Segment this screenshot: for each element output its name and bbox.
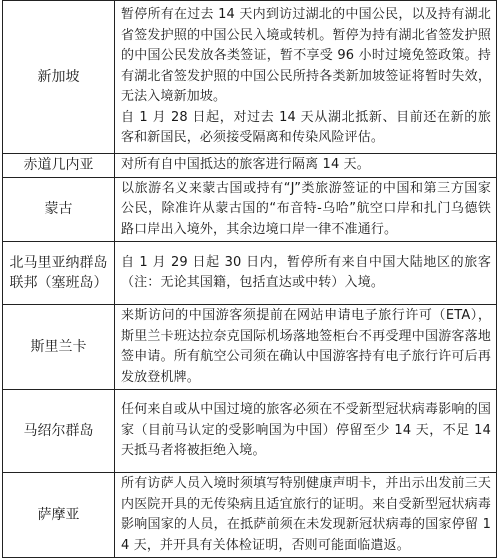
country-cell: 斯里兰卡 bbox=[3, 305, 115, 390]
table-row bbox=[3, 242, 497, 305]
policy-cell bbox=[115, 154, 497, 178]
policy-cell bbox=[115, 305, 497, 390]
policy-paragraph: 所有访萨人员入境时须填写特别健康声明卡，并出示出发前三天内医院开具的无传染病且适宜旅行的证明。来自受新型冠状病毒影响国家的人员，在抵萨前须在未发现新冠状病毒的国家停留 14 天，并开具有关体检证明，否则可能面临遣返。 bbox=[121, 476, 491, 553]
policy-paragraph: 来斯访问的中国游客须提前在网站申请电子旅行许可（ETA），斯里兰卡班达拉奈克国际机场落地签柜台不再受理中国游客落地签申请。所有航空公司须在确认中国游客持有电子旅行许可后再发放登机牌。 bbox=[121, 308, 491, 385]
country-cell: 萨摩亚 bbox=[3, 473, 115, 558]
country-cell: 蒙古 bbox=[3, 177, 115, 242]
policy-paragraph: 任何来自或从中国过境的旅客必须在不受新型冠状病毒影响的国家（目前马认定的受影响国为中国）停留至少 14 天，不足 14 天抵马者将被拒绝入境。 bbox=[121, 402, 491, 459]
policy-paragraph: 暂停所有在过去 14 天内到访过湖北的中国公民，以及持有湖北省签发护照的中国公民入境或转机。暂停为持有湖北省签发护照的中国公民发放各类签证，暂不享受 96 小时过境免签政策。持有湖北省签发护照的中国公民所持各类新加坡签证将暂时失效，无法入境新加坡。 bbox=[121, 7, 491, 105]
policy-paragraph: 对所有自中国抵达的旅客进行隔离 14 天。 bbox=[121, 157, 370, 172]
table-row bbox=[3, 473, 497, 558]
policy-paragraph: 自 1 月 28 日起，对过去 14 天从湖北抵新、目前还在新的旅客和新国民，必须接受隔离和传染风险评估。 bbox=[121, 109, 491, 146]
table-row bbox=[3, 305, 497, 390]
table-row bbox=[3, 1, 497, 154]
table-row bbox=[3, 154, 497, 178]
table-row bbox=[3, 177, 497, 242]
policy-cell bbox=[115, 242, 497, 305]
policy-table bbox=[2, 0, 497, 558]
country-cell: 赤道几内亚 bbox=[3, 154, 115, 178]
country-cell: 马绍尔群岛 bbox=[3, 390, 115, 473]
country-cell: 新加坡 bbox=[3, 1, 115, 154]
table-row bbox=[3, 390, 497, 473]
policy-paragraph: 自 1 月 29 日起 30 日内，暂停所有来自中国大陆地区的旅客（注：无论其国籍，包括直达或中转）入境。 bbox=[121, 254, 491, 290]
policy-paragraph: 以旅游名义来蒙古国或持有“J”类旅游签证的中国和第三方国家公民，除准许从蒙古国的“布音特-乌哈”航空口岸和扎门乌德铁路口岸出入境外，其余边境口岸一律不准通行。 bbox=[121, 180, 491, 237]
policy-cell bbox=[115, 177, 497, 242]
policy-cell bbox=[115, 1, 497, 154]
policy-cell bbox=[115, 473, 497, 558]
policy-cell bbox=[115, 390, 497, 473]
country-cell: 北马里亚纳群岛联邦（塞班岛） bbox=[3, 242, 115, 305]
